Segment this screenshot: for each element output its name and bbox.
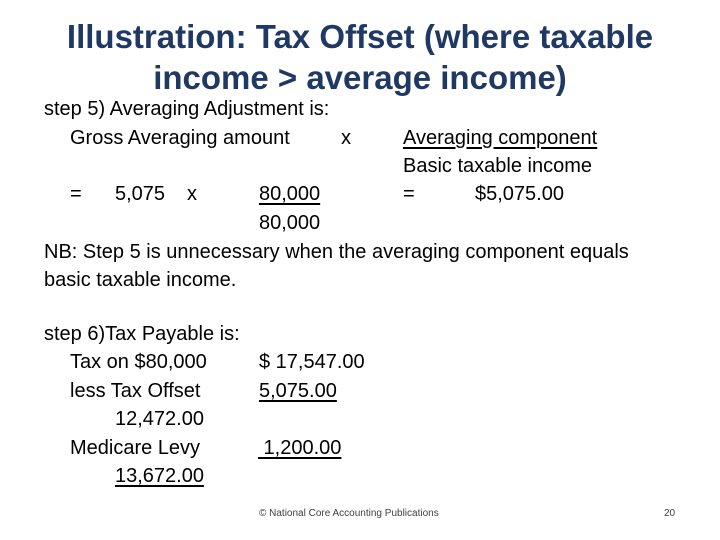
fraction-denominator-label: Basic taxable income [403,155,592,177]
equals-sign: = [70,183,82,205]
nb-note-line-2: basic taxable income. [44,269,237,291]
tax-offset-value: 5,075.00 [259,380,337,402]
multiply-sign: x [187,183,197,205]
gross-averaging-label: Gross Averaging amount [70,127,290,149]
total-tax-payable: 13,672.00 [115,465,204,487]
page-number: 20 [664,508,676,519]
fraction-numerator-label: Averaging component [403,127,598,149]
slide-title-line-1: Illustration: Tax Offset (where taxable [66,18,654,55]
fraction-numerator-value: 80,000 [259,183,321,205]
copyright-footer: © National Core Accounting Publications [259,508,439,519]
medicare-levy-value: 1,200.00 [258,437,342,459]
medicare-levy-label: Medicare Levy [70,437,201,459]
step5-heading: step 5) Averaging Adjustment is: [44,98,330,120]
gross-averaging-value: 5,075 [115,183,166,205]
slide-title-line-2: income > average income) [153,59,567,96]
tax-on-income-value: $ 17,547.00 [259,351,365,373]
step6-heading: step 6)Tax Payable is: [44,323,240,345]
tax-on-income-label: Tax on $80,000 [70,351,207,373]
averaging-adjustment-result: $5,075.00 [475,183,564,205]
fraction-denominator-value: 80,000 [259,212,321,234]
multiply-sign: x [341,127,351,149]
subtotal-value: 12,472.00 [115,408,204,430]
tax-offset-label: less Tax Offset [70,380,201,402]
nb-note-line-1: NB: Step 5 is unnecessary when the averaging component equals [44,241,629,263]
equals-sign: = [403,183,415,205]
